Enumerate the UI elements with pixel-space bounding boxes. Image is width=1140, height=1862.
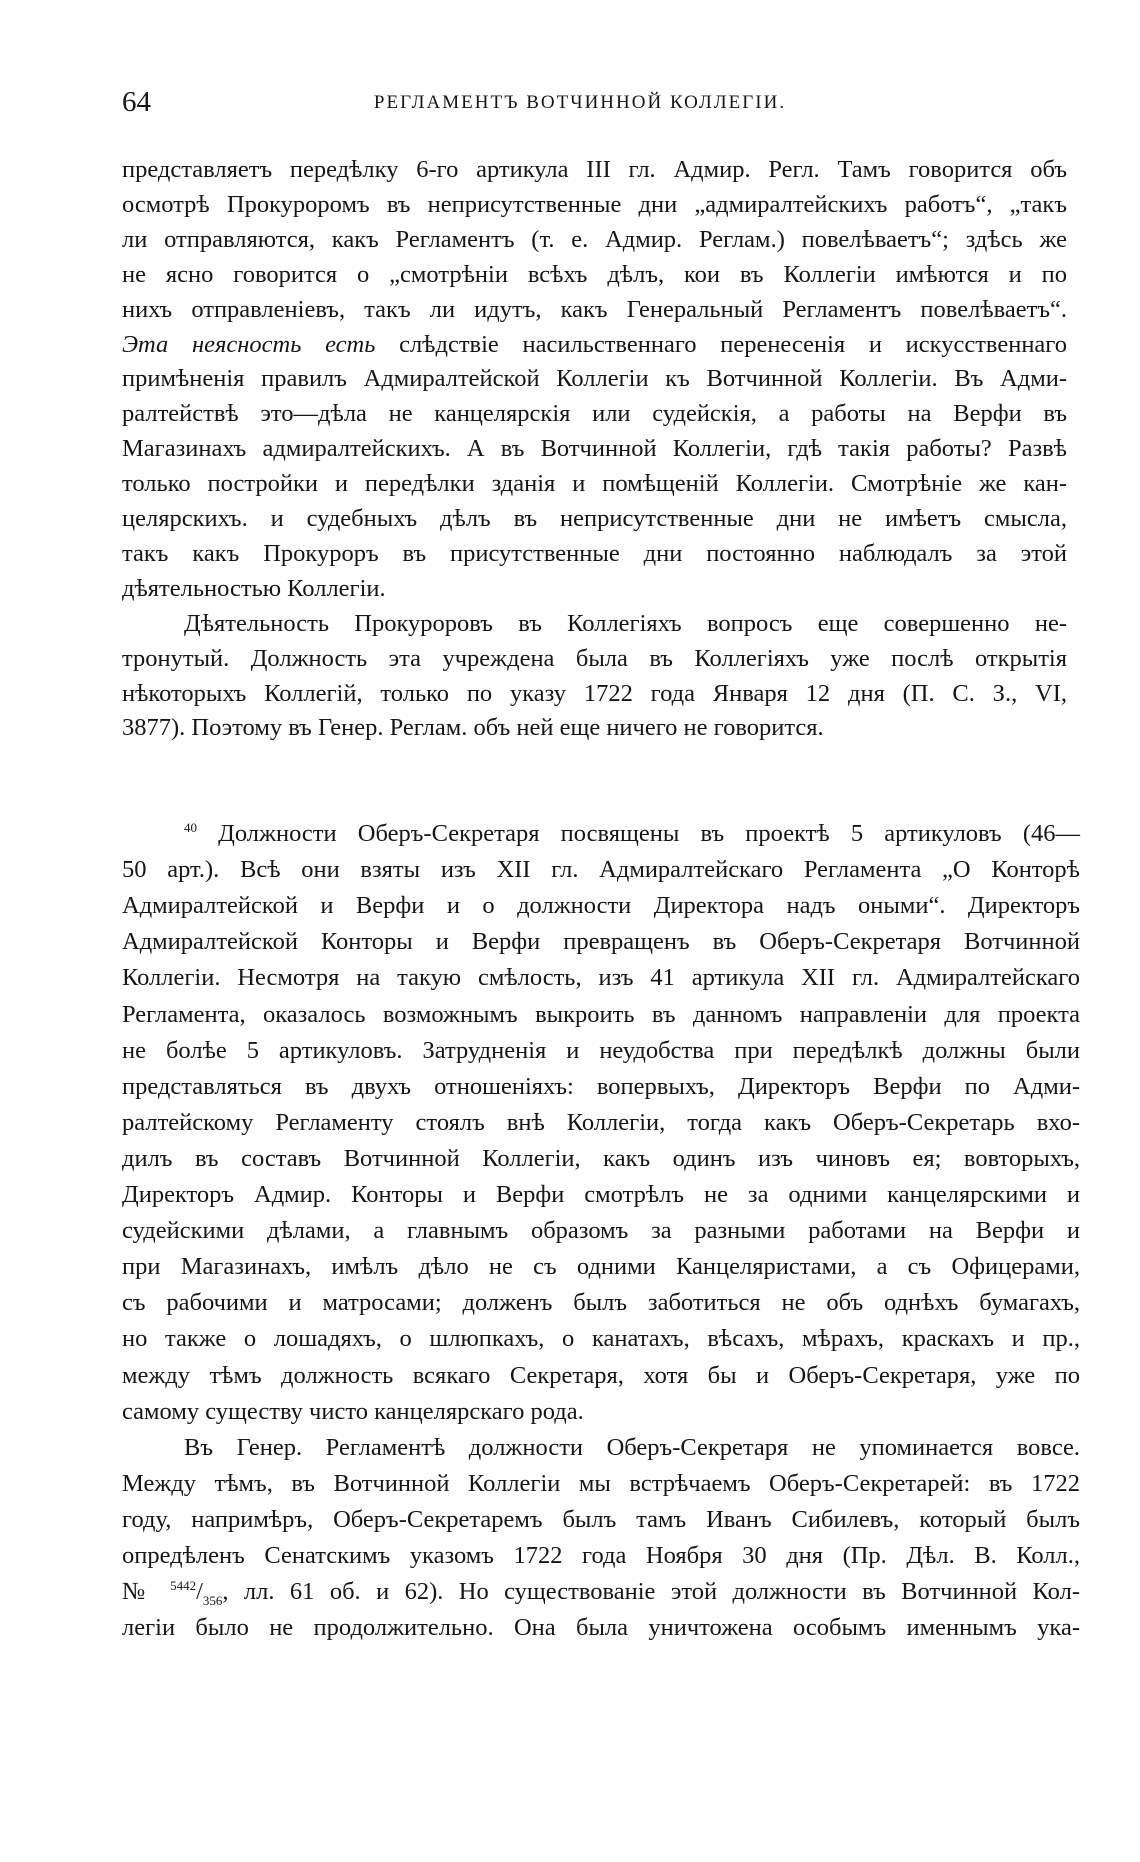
body-line: примѣненія правилъ Адмиралтейской Коллегіи къ Вотчинной Коллегіи. Въ Адми-: [122, 365, 1067, 393]
footnote-line: Между тѣмъ, въ Вотчинной Коллегіи мы встрѣчаемъ Оберъ-Секретарей: въ 1722: [122, 1469, 1080, 1497]
footnote-line: не болѣе 5 артикуловъ. Затрудненія и неудобства при передѣлкѣ должны были: [122, 1036, 1080, 1064]
footnote-line: 50 арт.). Всѣ они взяты изъ XII гл. Адмиралтейскаго Регламента „О Конторѣ: [122, 856, 1080, 884]
body-line: нихъ отправленіевъ, такъ ли идутъ, какъ Генеральный Регламентъ повелѣваетъ“.: [122, 295, 1067, 323]
body-line: ли отправляются, какъ Регламентъ (т. е. Адмир. Реглам.) повелѣваетъ“; здѣсь же: [122, 225, 1067, 253]
footnote-line: при Магазинахъ, имѣлъ дѣло не съ одними Канцеляристами, а съ Офицерами,: [122, 1253, 1080, 1281]
text-run: Эта неясность есть: [122, 330, 376, 358]
body-line: нѣкоторыхъ Коллегій, только по указу 1722 года Января 12 дня (П. С. З., VI,: [122, 679, 1067, 707]
body-line: Магазинахъ адмиралтейскихъ. А въ Вотчинной Коллегіи, гдѣ такія работы? Развѣ: [122, 435, 1067, 463]
footnote-line: Въ Генер. Регламентѣ должности Оберъ-Секретаря не упоминается вовсе.: [184, 1433, 1080, 1461]
text-run: , лл. 61 об. и 62). Но существованіе этой должности въ Вотчинной Кол-: [222, 1578, 1080, 1606]
body-line: осмотрѣ Прокуроромъ въ неприсутственные дни „адмиралтейскихъ работъ“, „такъ: [122, 190, 1067, 218]
body-line: целярскихъ. и судебныхъ дѣлъ въ неприсутственные дни не имѣетъ смысла,: [122, 505, 1067, 532]
body-line: тронутый. Должность эта учреждена была въ Коллегіяхъ уже послѣ открытія: [122, 644, 1067, 672]
page-number: 64: [122, 86, 151, 118]
footnote-line: Адмиралтейской и Верфи и о должности Директора надъ оными“. Директоръ: [122, 892, 1080, 920]
footnote-line: Директоръ Адмир. Конторы и Верфи смотрѣлъ не за одними канцелярскими и: [122, 1181, 1080, 1208]
text-run: №: [122, 1578, 171, 1606]
footnote-line: Регламента, оказалось возможнымъ выкроить въ данномъ направленіи для проекта: [122, 1000, 1080, 1028]
footnote-line: но также о лошадяхъ, о шлюпкахъ, о канатахъ, вѣсахъ, мѣрахъ, краскахъ и пр.,: [122, 1325, 1080, 1353]
superscript-text: 356: [202, 1592, 223, 1608]
body-line: [122, 328, 1067, 362]
footnote-line: представляться въ двухъ отношеніяхъ: вопервыхъ, Директоръ Верфи по Адми-: [122, 1072, 1080, 1100]
footnote-line: легіи было не продолжительно. Она была уничтожена особымъ именнымъ ука-: [122, 1614, 1080, 1642]
running-title: РЕГЛАМЕНТЪ ВОТЧИННОЙ КОЛЛЕГІИ.: [373, 92, 787, 113]
body-line: ралтействѣ это—дѣла не канцелярскія или судейскія, а работы на Верфи въ: [122, 400, 1067, 428]
superscript-text: 5442: [170, 1577, 197, 1593]
footnote-line: ралтейскому Регламенту стоялъ внѣ Коллегіи, тогда какъ Оберъ-Секретарь вхо-: [122, 1108, 1080, 1136]
footnote-line: [122, 1575, 1080, 1609]
footnote-line: самому существу чисто канцелярскаго рода.: [122, 1397, 584, 1425]
body-line: 3877). Поэтому въ Генер. Реглам. объ ней еще ничего не говорится.: [122, 714, 824, 742]
text-run: слѣдствіе насильственнаго перенесенія и искусственнаго: [375, 330, 1067, 358]
body-line: только постройки и передѣлки зданія и помѣщеній Коллегіи. Смотрѣніе же кан-: [122, 470, 1067, 498]
footnote-line: съ рабочими и матросами; долженъ былъ заботиться не объ однѣхъ бумагахъ,: [122, 1289, 1080, 1317]
footnote-line: судейскими дѣлами, а главнымъ образомъ за разными работами на Верфи и: [122, 1217, 1080, 1245]
superscript-text: 40: [184, 819, 197, 835]
body-line: дѣятельностью Коллегіи.: [122, 574, 386, 602]
footnote-line: между тѣмъ должность всякаго Секретаря, хотя бы и Оберъ-Секретаря, уже по: [122, 1361, 1080, 1389]
body-line: Дѣятельность Прокуроровъ въ Коллегіяхъ вопросъ еще совершенно не-: [184, 609, 1067, 637]
text-run: Должности Оберъ-Секретаря посвящены въ проектѣ 5 артикуловъ (46—: [197, 820, 1080, 847]
footnote-line: году, напримѣръ, Оберъ-Секретаремъ былъ тамъ Иванъ Сибилевъ, который былъ: [122, 1505, 1080, 1533]
body-line: такъ какъ Прокуроръ въ присутственные дни постоянно наблюдалъ за этой: [122, 539, 1067, 567]
body-line: представляетъ передѣлку 6-го артикула III гл. Адмир. Регл. Тамъ говорится объ: [122, 156, 1067, 183]
body-line: не ясно говорится о „смотрѣніи всѣхъ дѣлъ, кои въ Коллегіи имѣются и по: [122, 260, 1067, 288]
footnote-line: Адмиралтейской Конторы и Верфи превращенъ въ Оберъ-Секретаря Вотчинной: [122, 928, 1080, 956]
footnote-line: [122, 817, 1080, 851]
text-run: /: [196, 1578, 203, 1606]
footnote-line: опредѣленъ Сенатскимъ указомъ 1722 года Ноября 30 дня (Пр. Дѣл. В. Колл.,: [122, 1542, 1080, 1569]
footnote-line: Коллегіи. Несмотря на такую смѣлость, изъ 41 артикула XII гл. Адмиралтейскаго: [122, 964, 1080, 992]
footnote-line: дилъ въ составъ Вотчинной Коллегіи, какъ одинъ изъ чиновъ ея; вовторыхъ,: [122, 1144, 1080, 1172]
